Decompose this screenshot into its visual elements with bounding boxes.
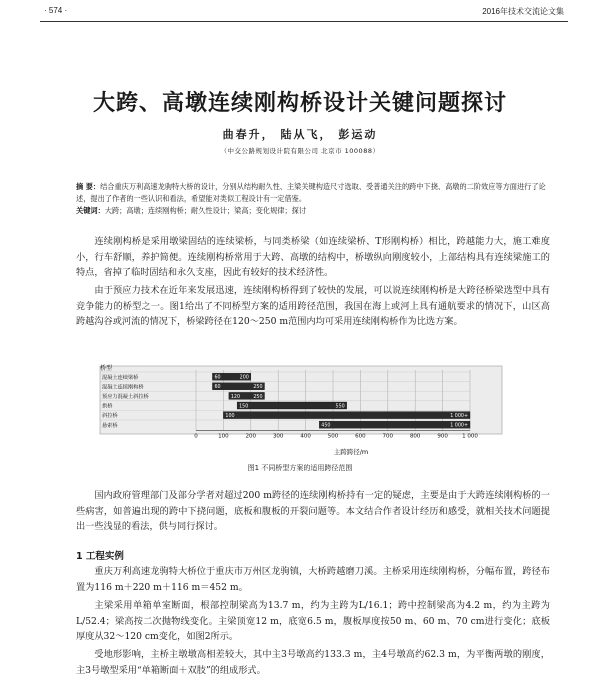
span-range-chart [86, 358, 526, 458]
chart-range-max-label: 200 [239, 375, 249, 381]
header-rule [40, 21, 568, 22]
abstract-body [76, 181, 546, 205]
body-paragraph-3: 国内政府管理部门及部分学者对超过200 m跨径的连续刚构桥持有一定的疑虑，主要是由于大跨连续刚构桥的一些病害，如普遍出现的跨中下挠问题，底板和腹板的开裂问题等。本文结合作者设计经历和感受，就相关技术问题提出一些浅显的看法，供与同行探讨。 [76, 490, 550, 533]
chart-category-label: 混凝土连续刚构桥 [102, 384, 144, 391]
keywords-label: 关键词： [76, 205, 105, 215]
chart-category-label: 斜拉桥 [102, 413, 118, 420]
chart-range-min-label: 120 [230, 394, 241, 400]
keywords [76, 205, 546, 217]
chart-x-tick-label: 100 [218, 433, 229, 440]
abstract [76, 181, 546, 216]
chart-range-max-label: 1 000+ [450, 423, 468, 429]
chart-x-tick-label: 400 [300, 433, 311, 440]
page-number: · 574 · [44, 6, 68, 15]
chart-x-tick-label: 900 [437, 433, 448, 440]
intro-paragraph-1: 连续刚构桥是采用墩梁固结的连续梁桥，与同类桥梁（如连续梁桥、T形刚构桥）相比，跨越能力大，施工难度小，行车舒顺，养护简便。连续刚构桥常用于大跨、高墩的结构中，桥墩纵向刚度较小，上部结构具有连续梁施工的特点，省掉了临时固结和永久支座，因此有较好的技术经济性。 [76, 236, 550, 279]
chart-range-min-label: 60 [214, 375, 221, 381]
chart-x-tick-label: 600 [355, 433, 366, 440]
chart-range-bar [319, 421, 470, 428]
chart-range-min-label: 450 [321, 423, 331, 429]
chart-range-max-label: 550 [335, 404, 345, 410]
keywords-text: 大跨；高墩；连续刚构桥；耐久性设计；梁高；变化规律；探讨 [104, 205, 307, 215]
chart-category-label: 混凝土连续梁桥 [102, 374, 139, 381]
chart-range-max-label: 250 [253, 385, 263, 391]
body-paragraph-6: 受地形影响，主桥主墩墩高相差较大，其中主3号墩高约133.3 m，主4号墩高约62.3 m，为平衡两墩的刚度，主3号墩型采用“单箱断面＋双肢”的组成形式。 [76, 649, 550, 676]
chart-range-bar [223, 412, 470, 419]
abstract-label: 摘 要： [76, 182, 101, 191]
figure-caption: 图1 不同桥型方案的适用跨径范围 [247, 464, 353, 472]
section-heading: 1 工程实例 [76, 551, 124, 562]
chart-range-bar [237, 402, 347, 409]
chart-x-axis-label: 主跨跨径/m [333, 448, 369, 456]
authors: 曲春升， 陆从飞， 彭运动 [222, 128, 378, 141]
body-paragraph-4: 重庆万利高速龙驹特大桥位于重庆市万州区龙驹镇，大桥跨越磨刀溪。主桥采用连续刚构桥，分幅布置，跨径布置为116 m＋220 m＋116 m＝452 m。 [76, 566, 550, 593]
intro-paragraph-2: 由于预应力技术在近年来发展迅速，连续刚构桥得到了较快的发展，可以说连续刚构桥是大跨径桥梁选型中具有竞争能力的桥型之一。图1给出了不同桥型方案的适用跨径范围，我国在海上或河上具有通航要求的情况下，山区高跨越沟谷或河流的情况下，桥梁跨径在120～250 m范围内均可采用连续刚构桥作为比选方案。 [76, 285, 550, 328]
chart-category-label: 拱桥 [102, 403, 113, 410]
chart-range-min-label: 150 [239, 404, 249, 410]
abstract-text: 结合重庆万利高速龙驹特大桥的设计，分别从结构耐久性、主梁关键构造尺寸选取、受普通关注的跨中下挠、高墩的二阶效应等方面进行了论述，提出了作者的一些认识和看法，希望能对类似工程设计有一定借鉴。 [76, 182, 546, 203]
paper-title: 大跨、高墩连续刚构桥设计关键问题探讨 [92, 91, 507, 116]
chart-x-tick-label: 300 [272, 433, 284, 440]
running-header: 2016年技术交流论文集 [482, 7, 564, 16]
chart-x-tick-label: 200 [245, 433, 257, 440]
chart-range-max-label: 1 000+ [450, 414, 468, 419]
chart-category-label: 预应力混凝土斜拉桥 [102, 394, 149, 400]
chart-x-tick-label: 500 [327, 433, 339, 440]
chart-x-tick-label: 0 [194, 433, 198, 440]
chart-x-tick-label: 700 [382, 433, 394, 440]
chart-category-label: 悬索桥 [102, 422, 118, 429]
chart-range-max-label: 250 [253, 394, 263, 400]
body-paragraph-5: 主梁采用单箱单室断面，根部控制梁高为13.7 m，约为主跨为L/16.1；跨中控制梁高为4.2 m，约为主跨为L/52.4；梁高按二次抛物线变化。主梁顶宽12 m，底宽6.5 m，腹板厚度按50 m、60 m、70 cm进行变化；底板厚度从32～120 cm变化，如图2所示。 [76, 600, 550, 643]
chart-range-min-label: 60 [214, 385, 221, 391]
chart-x-tick-label: 1 000 [462, 433, 478, 440]
chart-legend-header: 桥型 [100, 365, 113, 372]
chart-x-tick-label: 800 [409, 433, 421, 440]
chart-range-min-label: 100 [225, 414, 235, 419]
affiliation: （中交公路规划设计院有限公司 北京市 100088） [220, 147, 380, 155]
